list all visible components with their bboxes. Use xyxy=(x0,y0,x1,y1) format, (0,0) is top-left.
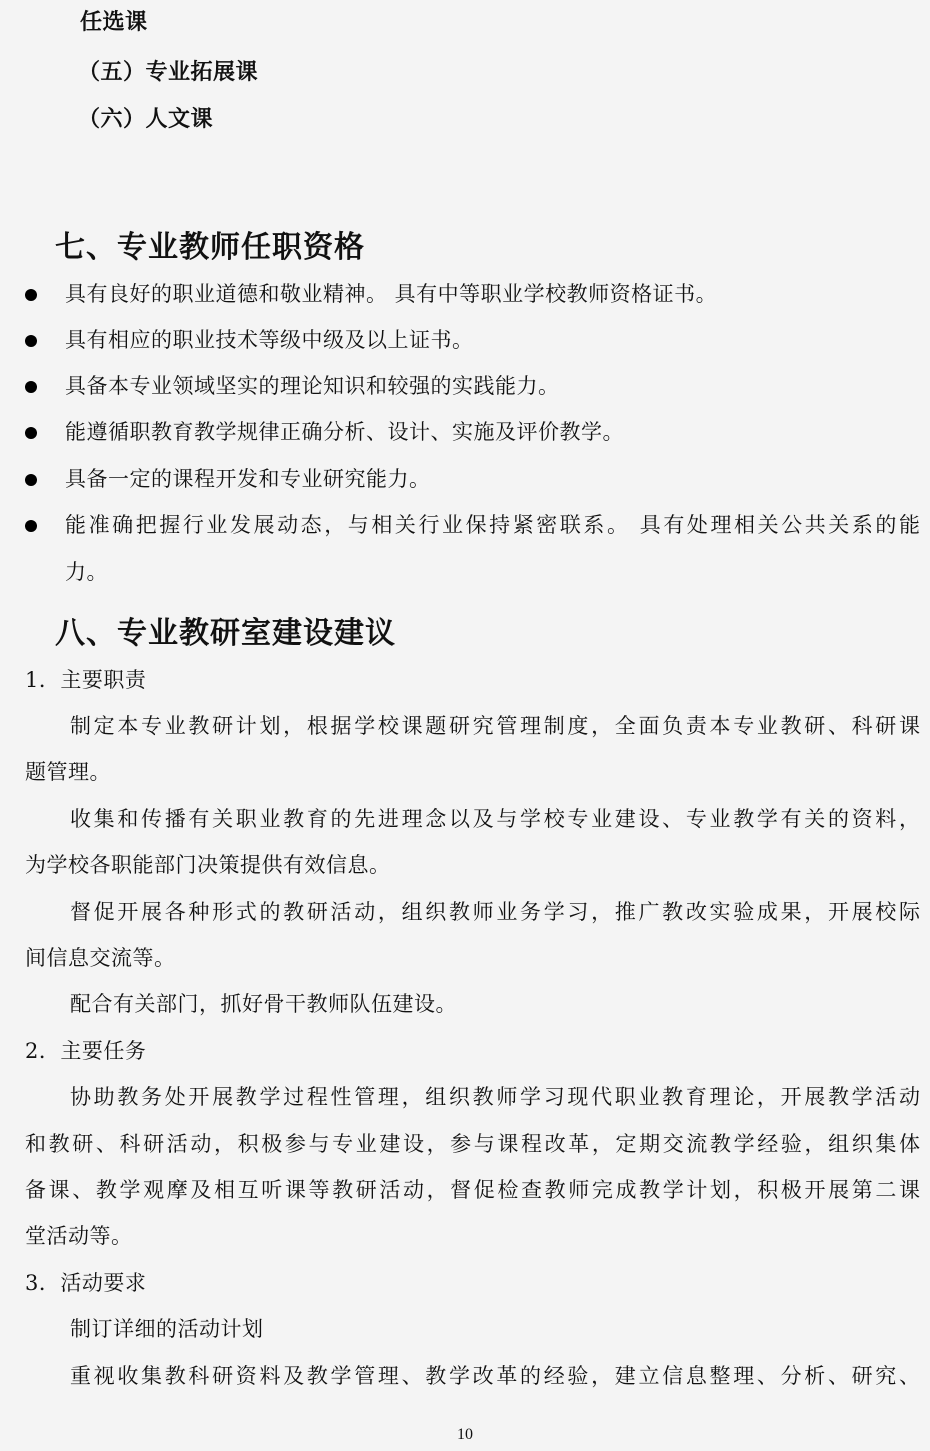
paragraph-line: 间信息交流等。 xyxy=(25,946,176,970)
section-7-heading: 七、专业教师任职资格 xyxy=(55,230,365,265)
bullet-text: 能遵循职教育教学规律正确分析、设计、实施及评价教学。 xyxy=(65,420,624,444)
bullet-text-continued: 力。 xyxy=(65,560,108,584)
bullet-text: 具备一定的课程开发和专业研究能力。 xyxy=(65,467,431,491)
paragraph-line: 和教研、科研活动，积极参与专业建设，参与课程改革，定期交流教学经验，组织集体 xyxy=(25,1132,920,1156)
bullet-icon xyxy=(25,474,37,486)
paragraph-line: 收集和传播有关职业教育的先进理念以及与学校专业建设、专业教学有关的资料， xyxy=(70,807,920,831)
subheading-duties: 1．主要职责 xyxy=(25,668,147,692)
bullet-icon xyxy=(25,381,37,393)
subheading-tasks: 2．主要任务 xyxy=(25,1039,147,1063)
bullet-text: 具备本专业领域坚实的理论知识和较强的实践能力。 xyxy=(65,374,560,398)
bullet-icon xyxy=(25,289,37,301)
paragraph-line: 堂活动等。 xyxy=(25,1224,133,1248)
paragraph-line: 制定本专业教研计划，根据学校课题研究管理制度，全面负责本专业教研、科研课 xyxy=(70,714,920,738)
page-number: 10 xyxy=(457,1426,473,1443)
bullet-icon xyxy=(25,520,37,532)
course-item-elective: 任选课 xyxy=(80,10,148,35)
subheading-requirements: 3．活动要求 xyxy=(25,1271,147,1295)
bullet-text: 具有相应的职业技术等级中级及以上证书。 xyxy=(65,328,474,352)
course-item-extension: （五）专业拓展课 xyxy=(78,60,259,85)
paragraph-line: 协助教务处开展教学过程性管理，组织教师学习现代职业教育理论，开展教学活动 xyxy=(70,1085,920,1109)
paragraph-line: 备课、教学观摩及相互听课等教研活动，督促检查教师完成教学计划，积极开展第二课 xyxy=(25,1178,920,1202)
course-item-humanities: （六）人文课 xyxy=(78,107,214,132)
bullet-icon xyxy=(25,335,37,347)
section-8-heading: 八、专业教研室建设建议 xyxy=(55,616,396,651)
paragraph-line: 督促开展各种形式的教研活动，组织教师业务学习，推广教改实验成果，开展校际 xyxy=(70,900,920,924)
paragraph-line: 题管理。 xyxy=(25,760,111,784)
paragraph-line: 配合有关部门，抓好骨干教师队伍建设。 xyxy=(70,992,457,1016)
bullet-text: 具有良好的职业道德和敬业精神。 具有中等职业学校教师资格证书。 xyxy=(65,282,718,306)
bullet-text: 能准确把握行业发展动态，与相关行业保持紧密联系。 具有处理相关公共关系的能 xyxy=(65,513,920,537)
paragraph-line: 重视收集教科研资料及教学管理、教学改革的经验，建立信息整理、分析、研究、 xyxy=(70,1364,920,1388)
paragraph-line: 制订详细的活动计划 xyxy=(70,1317,264,1341)
paragraph-line: 为学校各职能部门决策提供有效信息。 xyxy=(25,853,391,877)
bullet-icon xyxy=(25,427,37,439)
